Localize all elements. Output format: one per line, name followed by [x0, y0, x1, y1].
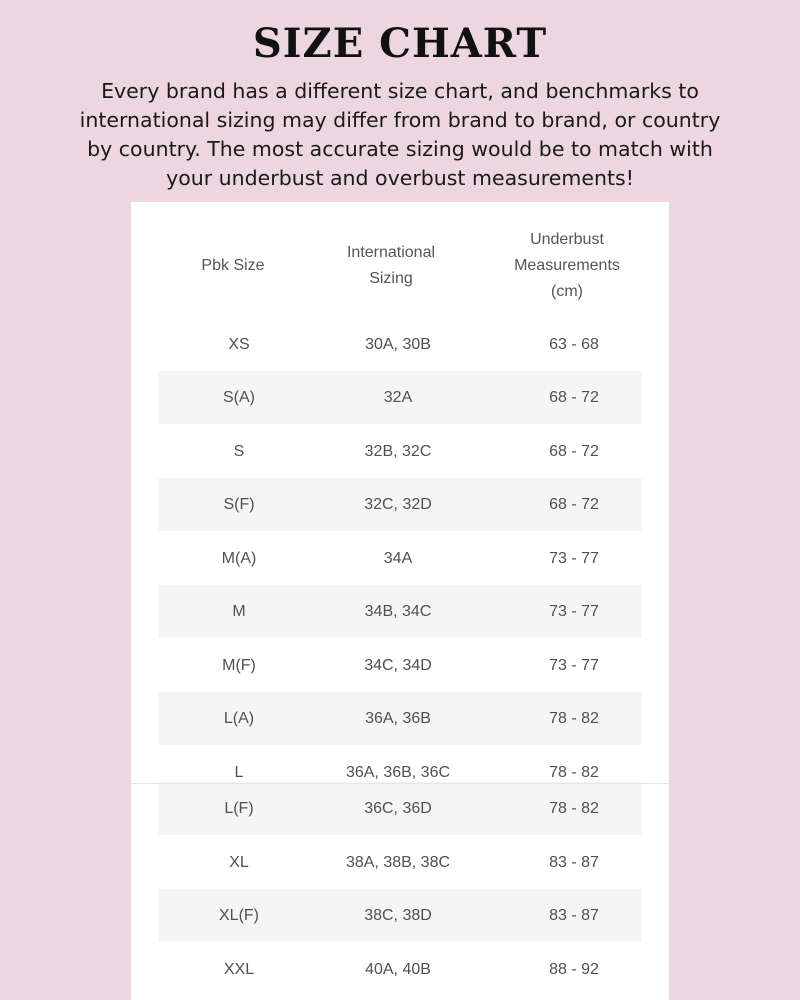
cell-size: L(F): [224, 800, 254, 817]
page-title: SIZE CHART: [252, 20, 548, 67]
cell-intl: 32A: [383, 389, 413, 406]
table-row: [158, 478, 642, 531]
cell-underbust: 73 - 77: [549, 603, 599, 620]
cell-size: M(A): [221, 550, 257, 567]
table-row: [158, 532, 642, 585]
table-row: [158, 782, 642, 835]
table-row: [158, 889, 642, 942]
table-row: [158, 318, 642, 371]
section-divider: [131, 783, 669, 784]
cell-underbust: 83 - 87: [549, 907, 599, 924]
cell-underbust: 68 - 72: [549, 389, 599, 406]
cell-size: XL(F): [219, 907, 259, 924]
cell-size: XL: [229, 854, 249, 871]
cell-underbust: 83 - 87: [549, 854, 599, 871]
cell-size: M(F): [222, 657, 256, 674]
cell-size: XXL: [223, 961, 255, 978]
table-row: [158, 943, 642, 996]
cell-intl: 38A, 38B, 38C: [345, 854, 451, 871]
table-row: [158, 692, 642, 745]
cell-intl: 34A: [383, 550, 413, 567]
cell-size: S: [233, 443, 245, 460]
header-international-sizing: International Sizing: [346, 244, 436, 287]
cell-underbust: 68 - 72: [549, 443, 599, 460]
cell-underbust: 88 - 92: [549, 961, 599, 978]
cell-size: S(F): [223, 496, 255, 513]
cell-size: S(A): [223, 389, 255, 406]
table-row: [158, 425, 642, 478]
cell-underbust: 73 - 77: [549, 550, 599, 567]
cell-size: XS: [228, 336, 250, 353]
cell-intl: 34B, 34C: [364, 603, 432, 620]
cell-intl: 38C, 38D: [364, 907, 432, 924]
cell-underbust: 78 - 82: [549, 800, 599, 817]
size-chart-table: [131, 202, 669, 1000]
header-underbust-measurements: Underbust Measurements (cm): [514, 231, 620, 300]
cell-intl: 32C, 32D: [364, 496, 432, 513]
cell-intl: 32B, 32C: [364, 443, 432, 460]
cell-intl: 36A, 36B: [365, 710, 431, 727]
cell-size: L(A): [223, 710, 255, 727]
cell-underbust: 78 - 82: [549, 710, 599, 727]
cell-underbust: 63 - 68: [549, 336, 599, 353]
cell-intl: 30A, 30B: [365, 336, 431, 353]
cell-size: M: [232, 603, 246, 620]
intro-paragraph: Every brand has a different size chart, and benchmarks to international sizing may differ from brand to brand, or country by country. The most accurate sizing would be to match with your underbust and overbust measurements!: [79, 79, 721, 190]
table-row: [158, 585, 642, 638]
cell-underbust: 68 - 72: [549, 496, 599, 513]
cell-intl: 36C, 36D: [364, 800, 432, 817]
cell-intl: 34C, 34D: [364, 657, 432, 674]
table-row: [158, 639, 642, 692]
table-row: [158, 371, 642, 424]
cell-underbust: 78 - 82: [549, 764, 599, 781]
cell-intl: 36A, 36B, 36C: [345, 764, 451, 781]
table-row: [158, 836, 642, 889]
cell-size: L: [234, 764, 244, 781]
cell-underbust: 73 - 77: [549, 657, 599, 674]
cell-intl: 40A, 40B: [365, 961, 431, 978]
header-pbk-size: Pbk Size: [201, 257, 265, 274]
